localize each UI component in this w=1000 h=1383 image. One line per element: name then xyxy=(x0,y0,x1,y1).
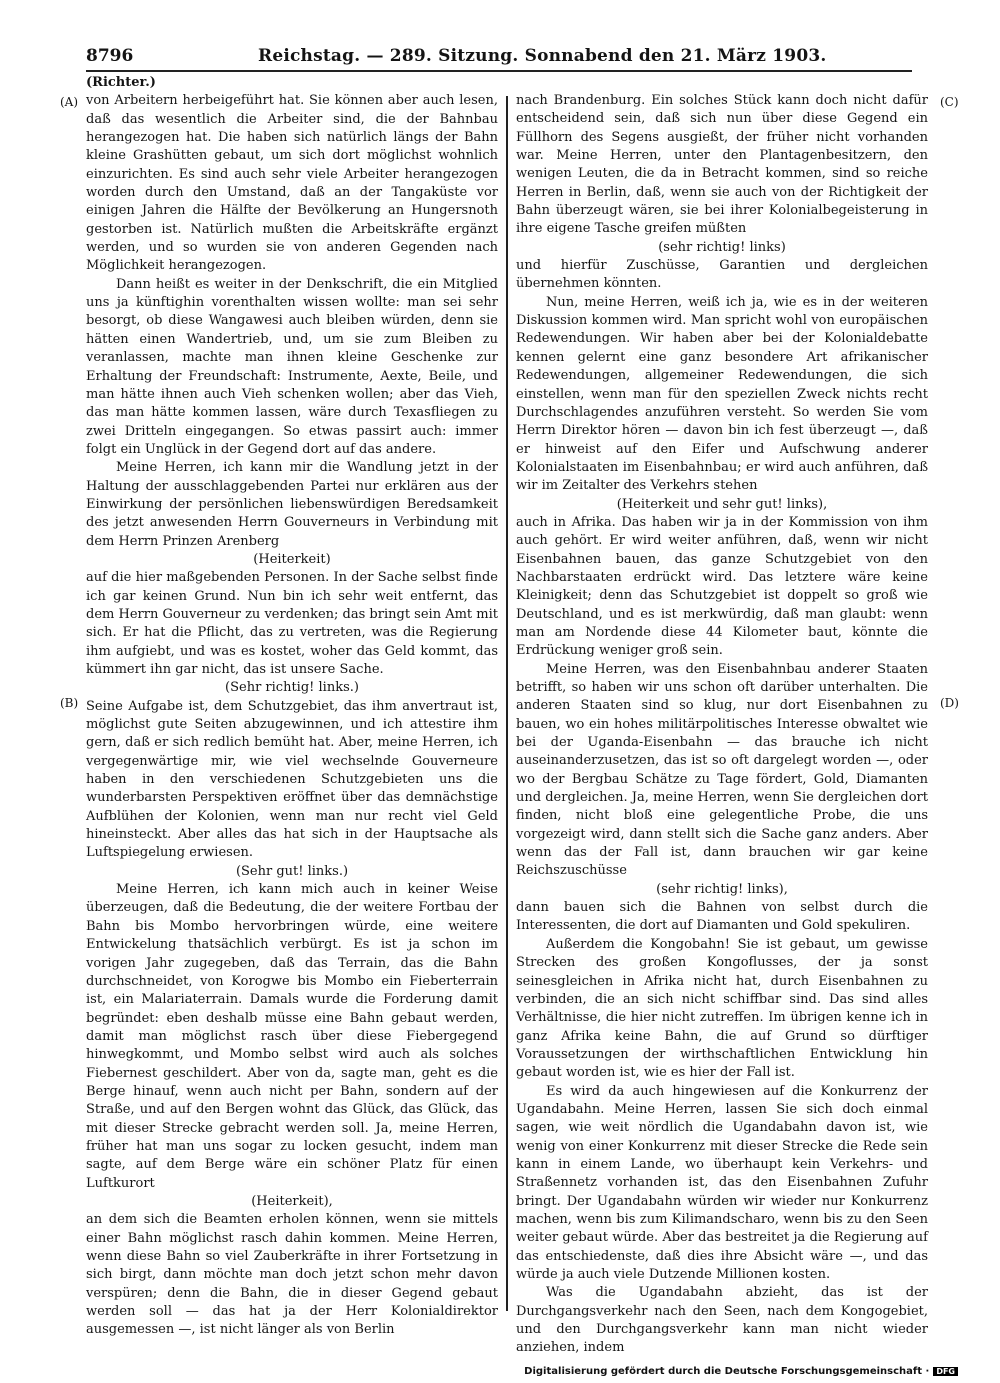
paragraph: Was die Ugandabahn abzieht, das ist der Durchgangsverkehr nach den Seen, nach dem Kongogebiet, und den Durchgangsverkehr kann man nicht wieder anziehen, indem xyxy=(516,1285,928,1356)
page-number: 8796 xyxy=(86,46,134,66)
paragraph: Meine Herren, was den Eisenbahnbau anderer Staaten betrifft, so haben wir uns schon oft darüber unterhalten. Die anderen Staaten sind so klug, nur dort Eisenbahnen zu bauen, wo ein hohes militärpolitisches Interesse obwaltet wie bei der Uganda-Eisenbahn — das brauche ich nicht auseinanderzusetzen, das ist so oft dargelegt worden —, oder wo der Bergbau Schätze zu Tage fördert, Gold, Diamanten und dergleichen. Ja, meine Herren, wenn Sie dergleichen dort finden, nicht bloß eine gelegentliche Probe, die uns vorgezeigt wird, dann stellt sich die Sache ganz anders. Aber wenn das der Fall ist, dann brauchen wir gar keine Reichszuschüsse xyxy=(516,661,928,879)
speaker-label: (Richter.) xyxy=(86,75,156,90)
paragraph: an dem sich die Beamten erholen können, wenn sie mittels einer Bahn möglichst rasch dahin kommen. Meine Herren, wenn diese Bahn so viel Zauberkräfte in ihrer Fortsetzung in sich birgt, dann möchte man doch jetzt schon mehr davon verspüren; denn die Bahn, die in dieser Gegend gebaut werden soll — das hat ja der Herr Kolonialdirektor ausgemessen —, ist nicht länger als von Berlin xyxy=(86,1212,498,1338)
interjection: (Sehr gut! links.) xyxy=(235,863,349,879)
column-divider xyxy=(506,96,508,1311)
paragraph: nach Brandenburg. Ein solches Stück kann doch nicht dafür entscheidend sein, daß sich nun über diese Gegend ein Füllhorn des Segens ausgießt, der früher nicht vorhanden war. Meine Herren, unter den Plantagenbesitzern, den wenigen Leuten, die da in Betracht kommen, sind so reiche Herren in Berlin, daß, wenn sie auch von der Richtigkeit der Bahn überzeugt wären, sie bei ihrer Kolonialbegeisterung in ihre eigene Tasche greifen müßten xyxy=(516,93,928,237)
paragraph: Meine Herren, ich kann mir die Wandlung jetzt in der Haltung der ausschlaggebenden Partei nur erklären aus der Einwirkung der persönlichen liebenswürdigen Beredsamkeit des jetzt anwesenden Herrn Gouverneurs in Verbindung mit dem Herrn Prinzen Arenberg xyxy=(86,460,498,549)
interjection: (sehr richtig! links), xyxy=(656,881,788,897)
paragraph: und hierfür Zuschüsse, Garantien und dergleichen übernehmen könnten. xyxy=(516,258,928,292)
paragraph: Seine Aufgabe ist, dem Schutzgebiet, das ihm anvertraut ist, möglichst gute Seiten abzugewinnen, und ich attestire ihm gern, daß er sich redlich bemüht hat. Aber, meine Herren, ich vergegenwärtige mir, wie viel wechselnde Gouverneure haben in den verschiedenen Schutzgebieten uns die wunderbarsten Perspektiven eröffnet über das demnächstige Aufblühen der Kolonien, wenn man nur recht viel Geld hineinsteckt. Aber alles das hat sich in der Hauptsache als Luftspiegelung erwiesen. xyxy=(86,698,498,861)
margin-letter-b: (B) xyxy=(60,696,79,710)
paragraph: Dann heißt es weiter in der Denkschrift, die ein Mitglied uns ja künftighin vorenthalten wissen wollte: man sei sehr besorgt, ob diese Wangawesi auch bleiben würden, denn sie hätten einen Wandertrieb, und, um sie zum Bleiben zu veranlassen, machte man ihnen kleine Geschenke zur Erhaltung der Freundschaft: Instrumente, Aexte, Beile, und man hätte ihnen auch Vieh schenken wollen; aber das Vieh, das man hätte kommen lassen, wäre durch Texasfliegen zu zwei Dritteln eingegangen. So etwas passirt auch: immer folgt ein Unglück in der Gegend dort auf das andere. xyxy=(86,276,498,457)
left-column xyxy=(86,74,498,1340)
paragraph: Nun, meine Herren, weiß ich ja, wie es in der weiteren Diskussion kommen wird. Man spricht wohl von europäischen Redewendungen. Wir haben aber bei der Kolonialdebatte kennen gelernt eine ganz besondere Art afrikanischer Redewendungen, allgemeiner Redewendungen, die sich einstellen, wenn man für den speziellen Zweck nichts recht Durchschlagendes anzuführen versteht. So werden Sie vom Herrn Direktor hören — davon bin ich fest überzeugt —, daß er hinweist auf den Eifer und Aufschwung anderer Kolonialstaaten im Eisenbahnbau; er wird auch anführen, daß wir im Zeitalter des Verkehrs stehen xyxy=(516,294,928,494)
interjection: (sehr richtig! links) xyxy=(658,239,786,255)
header-rule xyxy=(86,70,912,72)
right-column xyxy=(516,74,928,1358)
page-header xyxy=(86,44,912,70)
paragraph: Es wird da auch hingewiesen auf die Konkurrenz der Ugandabahn. Meine Herren, lassen Sie sich doch einmal sagen, wie weit nördlich die Ugandabahn davon ist, wie wenig von einer Konkurrenz mit dieser Strecke die Rede sein kann in einem Lande, wo überhaupt kein Verkehrs- und Straßennetz vorhanden ist, das den Eisenbahnen Zufuhr bringt. Der Ugandabahn würden wir wieder nur Konkurrenz machen, wenn bis zum Kilimandscharo, wenn bis zu den Seen weiter gebaut würde. Aber das bestreitet ja die Regierung auf das entschiedenste, daß dies ihre Absicht wäre —, und das würde ja auch viele Dutzende Millionen kosten. xyxy=(516,1083,928,1282)
running-title: Reichstag. — 289. Sitzung. Sonnabend den 21. März 1903. xyxy=(258,46,827,66)
paragraph: Außerdem die Kongobahn! Sie ist gebaut, um gewisse Strecken des großen Kongoflusses, der ja sonst seinesgleichen in Afrika nicht hat, durch Eisenbahnen zu verbinden, die an sich nicht schiffbar sind. Das sind alles Verhältnisse, die hier nicht zutreffen. Im übrigen kenne ich in ganz Afrika keine Bahn, die auf Grund so dürftiger Voraussetzungen der wirthschaftlichen Entwicklung hin gebaut worden ist, wie es hier der Fall ist. xyxy=(516,936,928,1081)
credit-text: Digitalisierung gefördert durch die Deutsche Forschungsgemeinschaft · xyxy=(524,1366,930,1377)
margin-letter-a: (A) xyxy=(60,95,79,109)
paragraph: dann bauen sich die Bahnen von selbst durch die Interessenten, die dort auf Diamanten und Gold spekuliren. xyxy=(516,900,928,934)
interjection: (Heiterkeit), xyxy=(251,1193,333,1209)
paragraph: auch in Afrika. Das haben wir ja in der Kommission von ihm auch gehört. Er wird weiter anführen, daß, wenn wir nicht Eisenbahnen bauen, das ganze Schutzgebiet von den Nachbarstaaten erdrückt wird. Das letztere wäre keine Kleinigkeit; denn das Schutzgebiet ist doppelt so groß wie Deutschland, und es ist merkwürdig, daß man glaubt: wenn man am Nordende diese 44 Kilometer baut, könnte die Erdrückung weniger groß sein. xyxy=(516,514,928,659)
margin-letter-d: (D) xyxy=(940,696,959,710)
dfg-logo: DFG xyxy=(933,1367,958,1376)
interjection: (Sehr richtig! links.) xyxy=(225,680,359,696)
paragraph: von Arbeitern herbeigeführt hat. Sie können aber auch lesen, daß das wesentlich die Arbeiter sind, die der Bahnbau herangezogen hat. Die haben sich natürlich längs der Bahn kleine Grashütten gebaut, um sich dort möglichst wohnlich einzurichten. Es sind auch sehr viele Arbeiter herangezogen worden durch den Umstand, daß an der Tangaküste vor einigen Jahren die Hälfte der Bevölkerung an Hungersnoth gestorben ist. Natürlich mußten die Arbeitskräfte ergänzt werden, und so wurden sie von anderen Gegenden nach Möglichkeit herangezogen. xyxy=(86,93,498,274)
digitization-credit xyxy=(524,1366,958,1377)
paragraph: auf die hier maßgebenden Personen. In der Sache selbst finde ich gar keinen Grund. Nun bin ich sehr weit entfernt, das dem Herrn Gouverneur zu verdenken; das bringt sein Amt mit sich. Er hat die Pflicht, das zu vertreten, was die Regierung ihm aufgiebt, und was es kostet, woher das Geld kommt, das kümmert ihn gar nicht, das ist unsere Sache. xyxy=(86,570,498,677)
interjection: (Heiterkeit und sehr gut! links), xyxy=(616,496,828,512)
paragraph: Meine Herren, ich kann mich auch in keiner Weise überzeugen, daß die Bedeutung, die der weitere Fortbau der Bahn bis Mombo hervorbringen würde, eine weitere Entwickelung thatsächlich verbürgt. Es ist ja schon im vorigen Jahr zugegeben, daß das Terrain, das die Bahn durchschneidet, von Korogwe bis Mombo ein Fieberterrain ist, ein Malariaterrain. Damals wurde die Forderung damit begründet: eben deshalb müsse eine Bahn gebaut werden, damit man möglichst rasch über diese Fiebergegend hinwegkommt, und Mombo selbst wird auch als solches Fiebernest geschildert. Aber von da, sagte man, geht es die Berge hinauf, wenn auch nicht per Bahn, sondern auf der Straße, und auf den Bergen wohnt das Glück, das Glück, das mit dieser Strecke gebracht werden soll. Ja, meine Herren, früher hat man uns sogar zu locken gesucht, indem man sagte, auf dem Berge wäre ein schöner Platz für einen Luftkurort xyxy=(86,882,498,1191)
margin-letter-c: (C) xyxy=(940,95,959,109)
interjection: (Heiterkeit) xyxy=(253,551,331,567)
